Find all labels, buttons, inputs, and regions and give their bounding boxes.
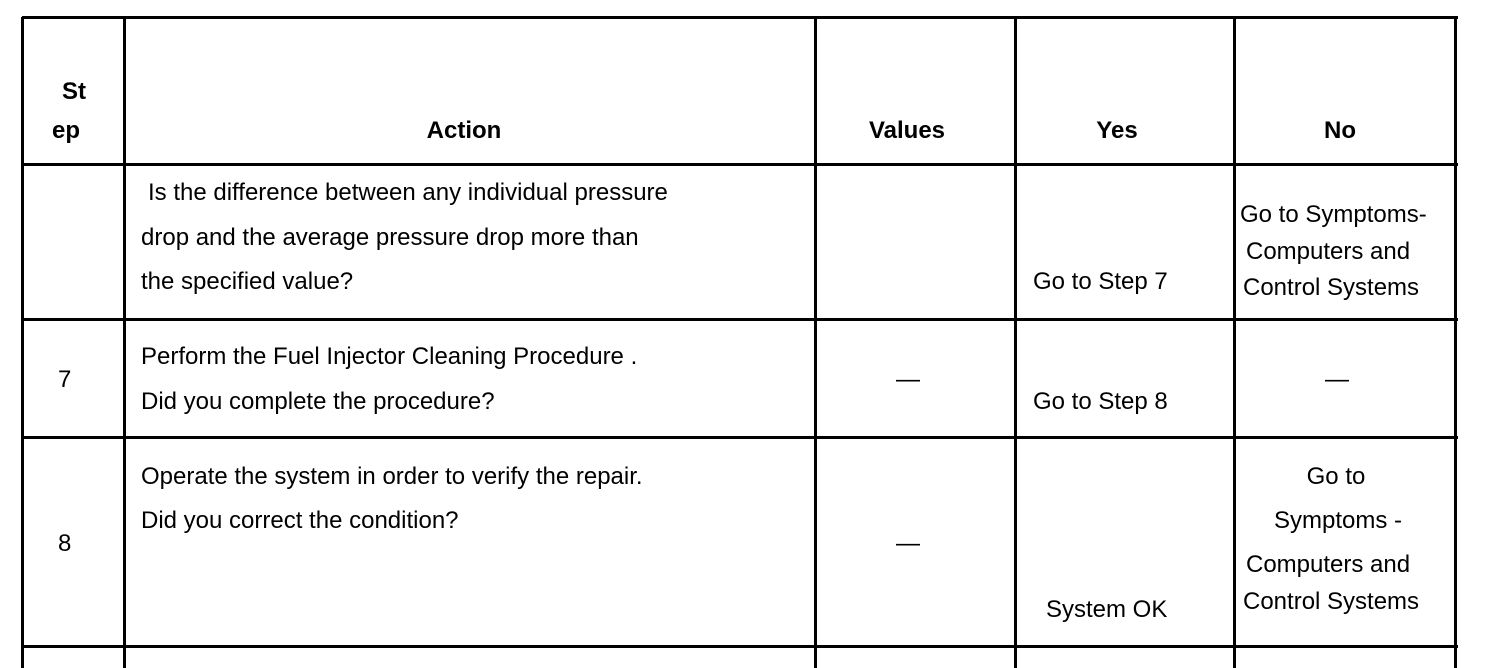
column-divider xyxy=(123,17,126,668)
row1-no-line2: Computers and xyxy=(1246,238,1411,265)
row1-yes: Go to Step 7 xyxy=(1033,268,1168,295)
row2-step: 7 xyxy=(58,366,72,393)
table-top-border xyxy=(22,16,1458,19)
row3-no-line1: Go to xyxy=(1306,463,1366,490)
header-values: Values xyxy=(868,117,946,144)
table-right-border xyxy=(1454,17,1457,668)
column-divider xyxy=(1233,17,1236,668)
row3-action-line1: Operate the system in order to verify the repair. xyxy=(141,463,643,490)
column-divider xyxy=(814,17,817,668)
row3-values: — xyxy=(896,530,920,557)
row-divider xyxy=(22,318,1458,321)
header-step-line1: St xyxy=(62,78,86,105)
header-action: Action xyxy=(426,117,502,144)
row3-no-line4: Control Systems xyxy=(1243,588,1420,615)
column-divider xyxy=(1014,17,1017,668)
row1-action-line1: Is the difference between any individual pressure xyxy=(148,179,668,206)
row2-values: — xyxy=(896,366,920,393)
row1-no-line1-text: Go to Symptoms- xyxy=(1240,201,1427,228)
row3-yes: System OK xyxy=(1046,596,1168,623)
row2-no: — xyxy=(1325,366,1349,393)
row-divider xyxy=(22,436,1458,439)
row2-action-line1: Perform the Fuel Injector Cleaning Procedure . xyxy=(141,343,638,370)
header-no: No xyxy=(1324,117,1356,144)
table-left-border xyxy=(21,17,24,668)
row2-action-line2: Did you complete the procedure? xyxy=(141,388,495,415)
row1-no-line1 xyxy=(1240,203,1427,227)
row3-no-line2: Symptoms - xyxy=(1273,507,1402,534)
header-bottom-border xyxy=(22,163,1458,166)
row1-action-line2: drop and the average pressure drop more than xyxy=(141,224,639,251)
row1-action-line3: the specified value? xyxy=(141,268,354,295)
table-bottom-border xyxy=(22,645,1458,648)
row3-action-line2: Did you correct the condition? xyxy=(141,507,459,534)
header-yes: Yes xyxy=(1096,117,1138,144)
row2-yes: Go to Step 8 xyxy=(1033,388,1168,415)
row3-no-line3: Computers and xyxy=(1246,551,1411,578)
header-step-line2: ep xyxy=(51,117,80,144)
row1-no-line3: Control Systems xyxy=(1243,274,1420,301)
row3-step: 8 xyxy=(58,530,72,557)
